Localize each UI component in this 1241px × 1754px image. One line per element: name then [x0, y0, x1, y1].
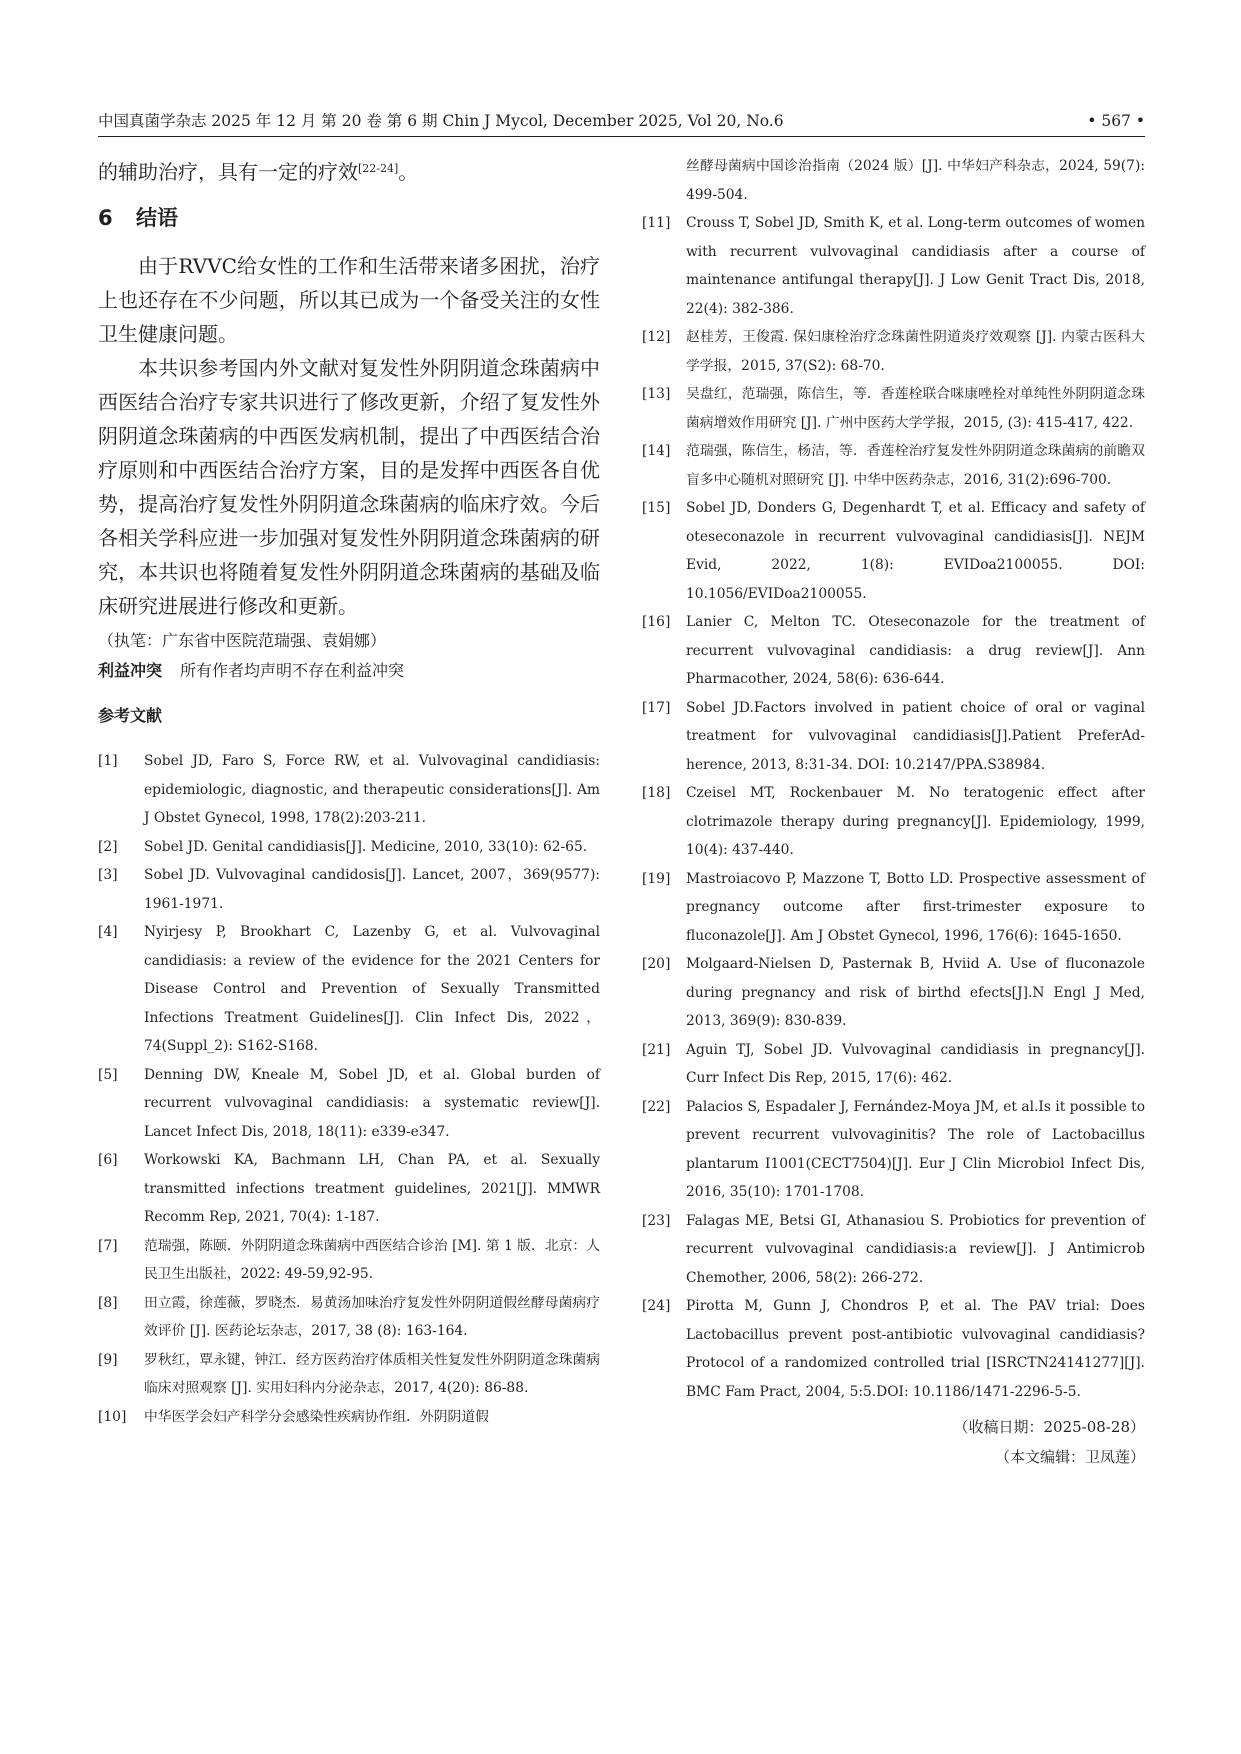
- right-column: [642, 152, 1145, 1472]
- reference-number: [10]: [98, 1408, 127, 1425]
- reference-text: Sobel JD. Genital candidiasis[J]. Medicine, 2010, 33(10): 62-65.: [144, 838, 588, 855]
- reference-item: [98, 1346, 600, 1403]
- reference-text: Falagas ME, Betsi GI, Athanasiou S. Probiotics for prevention of recurrent vulvovaginal candidiasis:a review[J]. J Antimicrob Chemother, 2006, 58(2): 266-272.: [686, 1212, 1145, 1286]
- reference-text: Palacios S, Espadaler J, Fernández-Moya JM, et al.Is it possible to prevent recurrent vulvovaginitis? The role of Lactobacillus plantarum I1001(CECT7504)[J]. Eur J Clin Microbiol Infect Dis, 2016, 35(10): 1701-1708.: [686, 1098, 1145, 1200]
- reference-text: Crouss T, Sobel JD, Smith K, et al. Long-term outcomes of women with recurrent vulvovaginal candidiasis after a course of maintenance antifungal therapy[J]. J Low Genit Tract Dis, 2018, 22(4): 382-386.: [686, 215, 1145, 317]
- body-paragraph: 由于RVVC给女性的工作和生活带来诸多困扰，治疗上也还存在不少问题，所以其已成为一个备受关注的女性卫生健康问题。: [98, 254, 600, 346]
- reference-text: Czeisel MT, Rockenbauer M. No teratogenic effect after clotrimazole therapy during pregnancy[J]. Epidemiology, 1999, 10(4): 437-440.: [686, 785, 1145, 858]
- conflict-of-interest: [98, 657, 600, 685]
- reference-text: 范瑞强，陈颐．外阴阴道念珠菌病中西医结合诊治 [M]. 第 1 版．北京：人民卫生出版社，2022: 49-59,92-95.: [144, 1237, 600, 1282]
- reference-number: [17]: [642, 699, 671, 716]
- reference-list-left: [98, 747, 600, 1431]
- reference-text: 范瑞强，陈信生，杨洁，等．香莲栓治疗复发性外阴阴道念珠菌病的前瞻双盲多中心随机对照研究 [J]. 中华中医药杂志，2016, 31(2):696-700.: [686, 443, 1145, 488]
- reference-text: Sobel JD.Factors involved in patient choice of oral or vaginal treatment for vulvovaginal candidiasis[J].Patient PreferAd-herence, 2013, 8:31-34. DOI: 10.2147/PPA.S38984.: [686, 699, 1145, 773]
- reference-number: [12]: [642, 329, 671, 345]
- continuation-text: 的辅助治疗，具有一定的疗效[22-24]。: [98, 160, 419, 184]
- reference-item: [98, 747, 600, 833]
- reference-number: [23]: [642, 1212, 671, 1229]
- reference-text: 赵桂芳，王俊霞. 保妇康栓治疗念珠菌性阴道炎疗效观察 [J]. 内蒙古医科大学学报，2015, 37(S2): 68-70.: [686, 329, 1145, 374]
- reference-number: [18]: [642, 785, 671, 801]
- reference-item: [642, 1093, 1145, 1207]
- reference-item: [98, 861, 600, 918]
- reference-number: [21]: [642, 1041, 671, 1058]
- reference-item: [642, 380, 1145, 437]
- section-number: 6: [98, 206, 113, 230]
- reference-number: [7]: [98, 1237, 118, 1254]
- reference-text: 中华医学会妇产科学分会感染性疾病协作组．外阴阴道假: [144, 1408, 489, 1425]
- reference-text: 罗秋红，覃永键，钟江．经方医药治疗体质相关性复发性外阴阴道念珠菌病临床对照观察 [J]. 实用妇科内分泌杂志，2017, 4(20): 86-88.: [144, 1351, 600, 1396]
- reference-item: [642, 1292, 1145, 1406]
- reference-item: [642, 779, 1145, 865]
- reference-number: [14]: [642, 443, 671, 459]
- section-title: 结语: [136, 206, 178, 230]
- reference-number: [9]: [98, 1351, 118, 1368]
- reference-item: [642, 209, 1145, 323]
- running-header: [98, 106, 1145, 137]
- reference-number: [5]: [98, 1066, 118, 1083]
- reference-number: [3]: [98, 867, 118, 883]
- reference-item: [642, 950, 1145, 1036]
- reference-item: [98, 1061, 600, 1147]
- reference-number: [24]: [642, 1298, 671, 1314]
- left-column: [98, 152, 600, 1431]
- reference-text: Sobel JD, Faro S, Force RW, et al. Vulvovaginal candidiasis: epidemiologic, diagnostic, and therapeutic considerations[J]. Am J Obstet Gynecol, 1998, 178(2):203-211.: [144, 753, 600, 826]
- reference-number: [2]: [98, 838, 118, 855]
- reference-text: 吴盘红，范瑞强，陈信生，等．香莲栓联合咪康唑栓对单纯性外阴阴道念珠菌病增效作用研究 [J]. 广州中医药大学学报，2015, (3): 415-417, 422.: [686, 386, 1145, 431]
- coi-text: 所有作者均声明不存在利益冲突: [180, 661, 405, 680]
- section-heading: [98, 203, 600, 233]
- reference-number: [19]: [642, 870, 671, 887]
- references-heading: 参考文献: [98, 706, 163, 725]
- reference-text: Nyirjesy P, Brookhart C, Lazenby G, et al. Vulvovaginal candidiasis: a review of the evidence for the 2021 Centers for Disease Control and Prevention of Sexually Transmitted Infections Treatment Guidelines[J]. Clin Infect Dis, 2022，74(Suppl_2): S162-S168.: [144, 924, 600, 1054]
- reference-item: [642, 1207, 1145, 1293]
- reference-item: [98, 1289, 600, 1346]
- reference-item: [642, 608, 1145, 694]
- citation-marker: [22-24]: [358, 162, 399, 175]
- journal-running-title: 中国真菌学杂志 2025 年 12 月 第 20 卷 第 6 期 Chin J Mycol, December 2025, Vol 20, No.6: [98, 112, 784, 130]
- reference-text: Aguin TJ, Sobel JD. Vulvovaginal candidiasis in pregnancy[J]. Curr Infect Dis Rep, 2015, 17(6): 462.: [686, 1041, 1145, 1086]
- reference-item: [98, 1146, 600, 1232]
- editor-credit: （本文编辑：卫凤莲）: [994, 1448, 1145, 1466]
- reference-item: [642, 437, 1145, 494]
- reference-text: Sobel JD, Donders G, Degenhardt T, et al. Efficacy and safety of oteseconazole in recurrent vulvovaginal candidiasis[J]. NEJM Evid, 2022, 1(8): EVIDoa2100055. DOI: 10.1056/EVIDoa2100055.: [686, 500, 1145, 602]
- reference-text: Pirotta M, Gunn J, Chondros P, et al. The PAV trial: Does Lactobacillus prevent post-antibiotic vulvovaginal candidiasis? Protocol of a randomized controlled trial [ISRCTN24141277][J]. BMC Fam Pract, 2004, 5:5.DOI: 10.1186/1471-2296-5-5.: [686, 1298, 1145, 1400]
- body-paragraph: 本共识参考国内外文献对复发性外阴阴道念珠菌病中西医结合治疗专家共识进行了修改更新，介绍了复发性外阴阴道念珠菌病的中西医发病机制，提出了中西医结合治疗原则和中西医结合治疗方案，目的是发挥中西医各自优势，提高治疗复发性外阴阴道念珠菌病的临床疗效。今后各相关学科应进一步加强对复发性外阴阴道念珠菌病的研究，本共识也将随着复发性外阴阴道念珠菌病的基础及临床研究进展进行修改和更新。: [98, 356, 600, 618]
- reference-text: Lanier C, Melton TC. Oteseconazole for the treatment of recurrent vulvovaginal candidiasis: a drug review[J]. Ann Pharmacother, 2024, 58(6): 636-644.: [686, 614, 1145, 687]
- reference-text: Sobel JD. Vulvovaginal candidosis[J]. Lancet, 2007，369(9577): 1961-1971.: [144, 867, 600, 912]
- coi-label: 利益冲突: [98, 661, 163, 680]
- reference-number: [22]: [642, 1098, 671, 1115]
- reference-number: [11]: [642, 215, 671, 231]
- page-number: • 567 •: [1087, 112, 1145, 130]
- reference-item: [98, 833, 600, 862]
- reference-number: [8]: [98, 1294, 118, 1311]
- reference-item: [98, 1403, 600, 1432]
- reference-text: Molgaard-Nielsen D, Pasternak B, Hviid A. Use of fluconazole during pregnancy and risk of birthd efects[J].N Engl J Med, 2013, 369(9): 830-839.: [686, 956, 1145, 1029]
- reference-number: [16]: [642, 614, 671, 630]
- reference-text: Workowski KA, Bachmann LH, Chan PA, et al. Sexually transmitted infections treatment guidelines, 2021[J]. MMWR Recomm Rep, 2021, 70(4): 1-187.: [144, 1152, 600, 1225]
- reference-item: [642, 1036, 1145, 1093]
- reference-item: [98, 1232, 600, 1289]
- reference-number: [20]: [642, 956, 671, 972]
- reference-number: [1]: [98, 753, 118, 769]
- reference-text: 田立霞，徐莲薇，罗晓杰．易黄汤加味治疗复发性外阴阴道假丝酵母菌病疗效评价 [J]. 医药论坛杂志，2017, 38 (8): 163-164.: [144, 1294, 600, 1339]
- reference-text: Mastroiacovo P, Mazzone T, Botto LD. Prospective assessment of pregnancy outcome after first-trimester exposure to fluconazole[J]. Am J Obstet Gynecol, 1996, 176(6): 1645-1650.: [686, 870, 1145, 944]
- reference-continuation: 丝酵母菌病中国诊治指南（2024 版）[J]. 中华妇产科杂志，2024, 59(7): 499-504.: [686, 158, 1145, 203]
- reference-number: [15]: [642, 500, 671, 516]
- author-credit: （执笔：广东省中医院范瑞强、袁娟娜）: [98, 631, 387, 650]
- reference-item: [642, 494, 1145, 608]
- reference-item: [642, 323, 1145, 380]
- reference-list-right: [642, 209, 1145, 1406]
- received-date: （收稿日期：2025-08-28）: [953, 1418, 1145, 1436]
- reference-item: [642, 865, 1145, 951]
- reference-number: [6]: [98, 1152, 118, 1168]
- reference-number: [4]: [98, 924, 118, 940]
- reference-item: [642, 694, 1145, 780]
- reference-item: [98, 918, 600, 1061]
- reference-text: Denning DW, Kneale M, Sobel JD, et al. Global burden of recurrent vulvovaginal candidiasis: a systematic review[J]. Lancet Infect Dis, 2018, 18(11): e339-e347.: [144, 1066, 600, 1140]
- reference-number: [13]: [642, 386, 671, 402]
